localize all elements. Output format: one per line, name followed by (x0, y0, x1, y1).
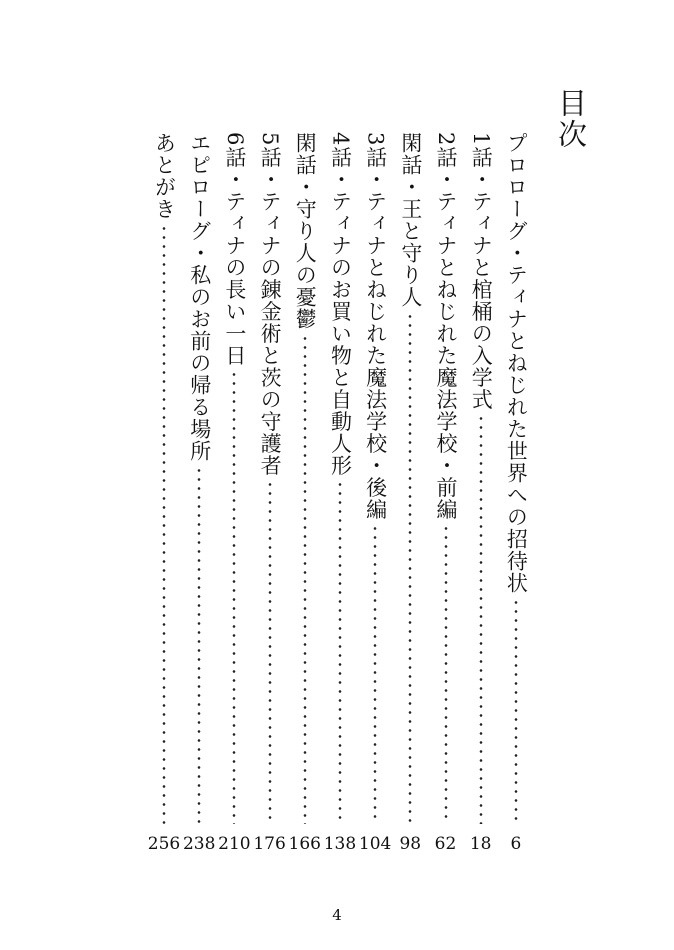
dot-leader (361, 524, 389, 824)
toc-entry-title: 閑話・守り人の憂鬱 (293, 132, 318, 330)
toc-entry[interactable] (185, 132, 213, 832)
toc-entry[interactable] (291, 132, 319, 832)
toc-page-number: 210 (218, 834, 251, 854)
toc-entry-title: 3話・ティナとねじれた魔法学校・後編 (363, 132, 388, 521)
toc-entry[interactable] (256, 132, 284, 832)
toc-entry-title: 閑話・王と守り人 (398, 132, 423, 308)
dot-leader (150, 224, 178, 824)
toc-entry-title: 1話・ティナと棺桶の入学式 (469, 132, 494, 411)
toc-page-number: 238 (182, 834, 216, 854)
toc-page-number: 166 (288, 834, 321, 854)
toc-entry[interactable] (502, 132, 530, 832)
dot-leader (467, 414, 495, 824)
page-folio: 4 (332, 906, 342, 924)
toc-page-number: 256 (147, 834, 181, 854)
dot-leader (326, 480, 354, 824)
dot-leader (502, 598, 530, 824)
toc-entry[interactable] (361, 132, 389, 832)
toc-page-number: 62 (434, 834, 457, 854)
toc-entry[interactable] (396, 132, 424, 832)
toc-entry-title: エピローグ・私のお前の帰る場所 (187, 132, 212, 462)
toc-entry-title: プロローグ・ティナとねじれた世界への招待状 (504, 132, 529, 594)
toc-page-number: 176 (253, 834, 286, 854)
toc-heading: 目次 (554, 88, 588, 150)
toc-page-number: 98 (399, 834, 422, 854)
dot-leader (432, 524, 460, 824)
toc-entry[interactable] (432, 132, 460, 832)
toc-list (150, 132, 530, 832)
toc-entry-title: 2話・ティナとねじれた魔法学校・前編 (434, 132, 458, 521)
dot-leader (220, 370, 248, 824)
toc-entry-title: 4話・ティナのお買い物と自動人形 (328, 132, 353, 477)
toc-entry[interactable] (150, 132, 178, 832)
dot-leader (256, 480, 284, 824)
toc-entry-title: 6話・ティナの長い一日 (222, 132, 247, 367)
page-number-row (147, 834, 530, 854)
toc-entry[interactable] (326, 132, 354, 832)
toc-entry-title: 5話・ティナの錬金術と茨の守護者 (258, 132, 283, 477)
dot-leader (396, 312, 424, 824)
toc-entry[interactable] (467, 132, 495, 832)
toc-page-number: 138 (323, 834, 357, 854)
toc-page-number: 6 (510, 834, 522, 854)
dot-leader (291, 334, 319, 824)
toc-entry[interactable] (220, 132, 248, 832)
dot-leader (185, 466, 213, 824)
toc-page-number: 104 (358, 834, 392, 854)
toc-page-number: 18 (469, 834, 492, 854)
toc-entry-title: あとがき (152, 132, 177, 220)
